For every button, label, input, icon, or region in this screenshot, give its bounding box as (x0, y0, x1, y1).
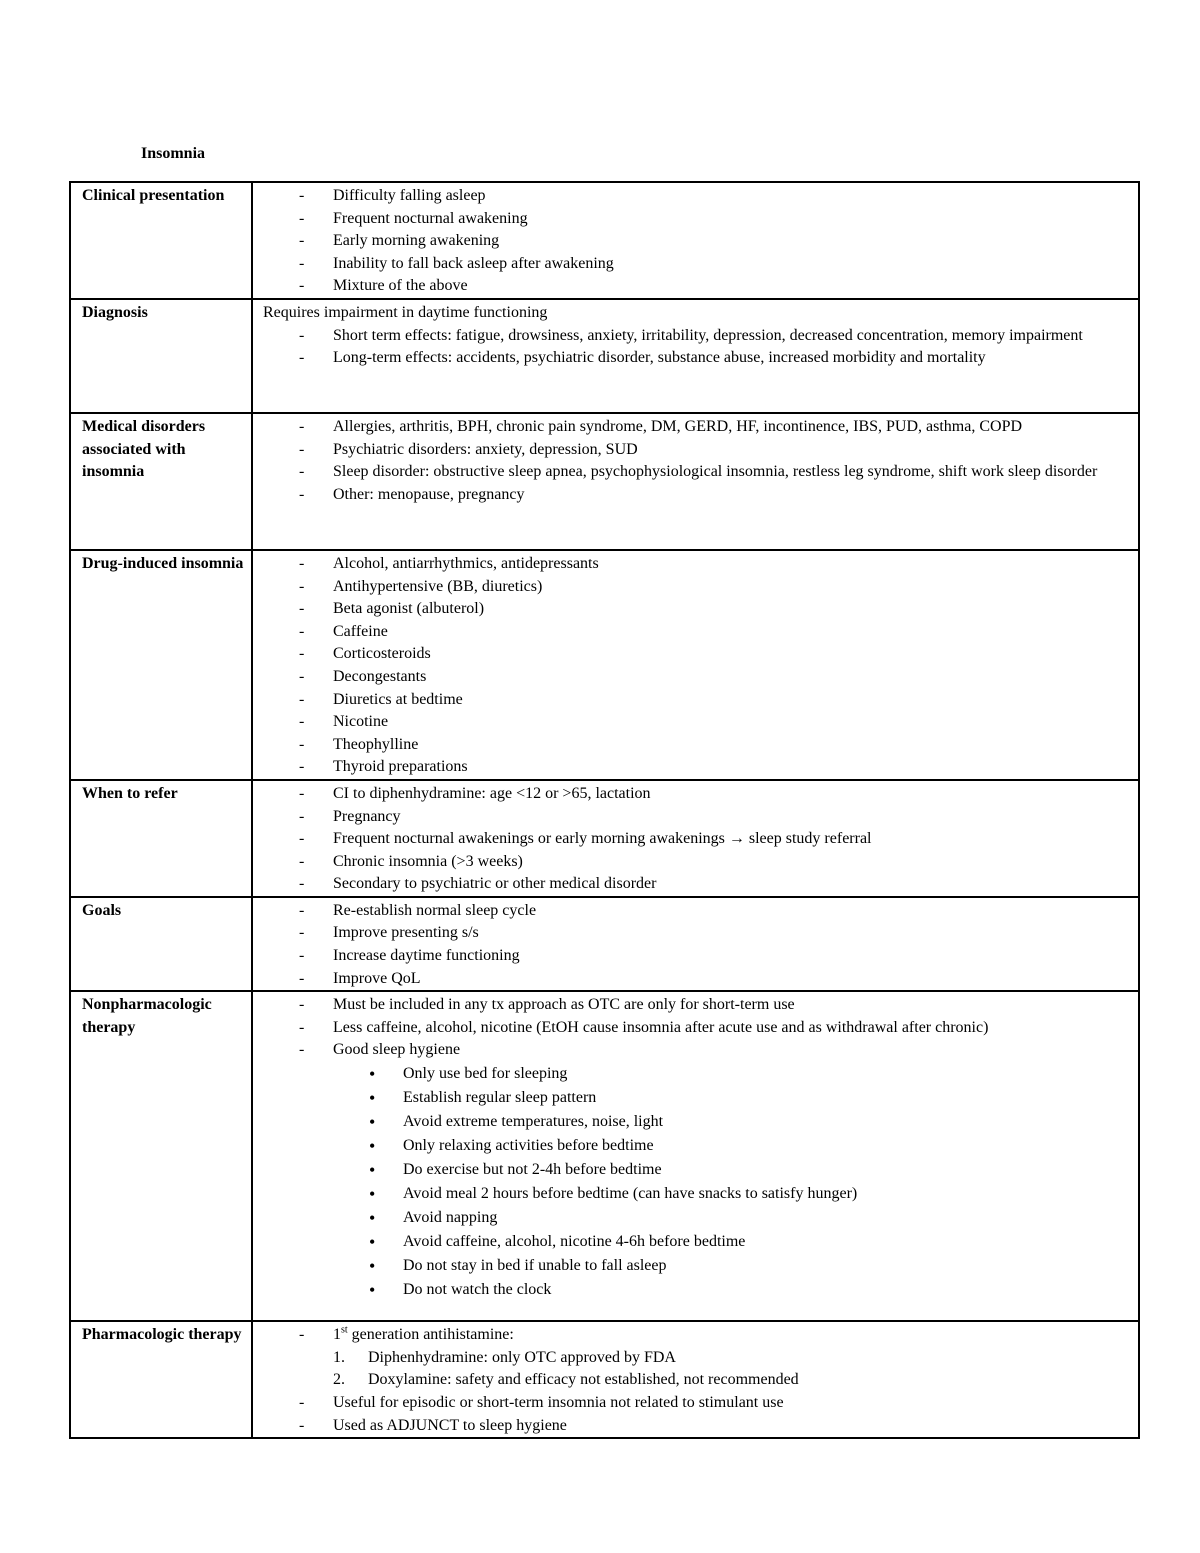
list-item: - Used as ADJUNCT to sleep hygiene (263, 1415, 1130, 1438)
sub-list-item: • Avoid napping (263, 1206, 1130, 1230)
list-item (263, 1324, 1130, 1347)
list-item: - Increase daytime functioning (263, 945, 1130, 968)
list-item: - Thyroid preparations (263, 756, 1130, 779)
list-item: - Nicotine (263, 711, 1130, 734)
list-item: - Allergies, arthritis, BPH, chronic pain syndrome, DM, GERD, HF, incontinence, IBS, PUD, asthma, COPD (263, 416, 1130, 439)
list-item: - Caffeine (263, 621, 1130, 644)
table-row (70, 1321, 1139, 1438)
row-content (252, 1321, 1139, 1438)
list-item: - Sleep disorder: obstructive sleep apnea, psychophysiological insomnia, restless leg syndrome, shift work sleep disorder (263, 461, 1130, 484)
list-item: - Less caffeine, alcohol, nicotine (EtOH cause insomnia after acute use and as withdrawal after chronic) (263, 1017, 1130, 1040)
list-item: - Mixture of the above (263, 275, 1130, 298)
list-item: - Corticosteroids (263, 643, 1130, 666)
row-label: Clinical presentation (70, 182, 252, 299)
list-item: - Early morning awakening (263, 230, 1130, 253)
table-row (70, 897, 1139, 991)
row-content (252, 991, 1139, 1321)
list-item: - Alcohol, antiarrhythmics, antidepressants (263, 553, 1130, 576)
notes-table (69, 181, 1140, 1439)
list-item: - Theophylline (263, 734, 1130, 757)
row-content (252, 780, 1139, 897)
item-number: 1. (333, 1348, 345, 1366)
list-item: - Frequent nocturnal awakenings or early morning awakenings → sleep study referral (263, 828, 1130, 851)
list-item: - Improve presenting s/s (263, 922, 1130, 945)
list-item: - Difficulty falling asleep (263, 185, 1130, 208)
numbered-item (263, 1347, 1130, 1370)
list-item-text: generation antihistamine: (347, 1326, 514, 1344)
table-row (70, 299, 1139, 413)
sub-list-item: • Do not watch the clock (263, 1278, 1130, 1302)
list-item: - Inability to fall back asleep after awakening (263, 253, 1130, 276)
sub-list-item: • Avoid meal 2 hours before bedtime (can have snacks to satisfy hunger) (263, 1182, 1130, 1206)
row-content (252, 550, 1139, 780)
row-label: Diagnosis (70, 299, 252, 413)
list-item: - Long-term effects: accidents, psychiatric disorder, substance abuse, increased morbidity and mortality (263, 347, 1130, 370)
ordinal-suffix: st (341, 1324, 348, 1336)
row-label: Drug-induced insomnia (70, 550, 252, 780)
row-label: Nonpharmacologic therapy (70, 991, 252, 1321)
row-intro: Requires impairment in daytime functioning (263, 303, 548, 321)
table-row (70, 780, 1139, 897)
row-label: Medical disorders associated with insomnia (70, 413, 252, 550)
sub-list-item: • Do not stay in bed if unable to fall asleep (263, 1254, 1130, 1278)
item-text: Doxylamine: safety and efficacy not established, not recommended (368, 1371, 799, 1389)
list-item: - Other: menopause, pregnancy (263, 484, 1130, 507)
list-item: - Antihypertensive (BB, diuretics) (263, 576, 1130, 599)
list-item: - Secondary to psychiatric or other medical disorder (263, 873, 1130, 896)
list-item: - Useful for episodic or short-term insomnia not related to stimulant use (263, 1392, 1130, 1415)
sub-list-item: • Only use bed for sleeping (263, 1062, 1130, 1086)
table-row (70, 182, 1139, 299)
list-item: - Improve QoL (263, 968, 1130, 991)
row-label: Goals (70, 897, 252, 991)
list-item: - Re-establish normal sleep cycle (263, 900, 1130, 923)
ordinal-number: 1 (333, 1326, 341, 1344)
sub-list-item: • Avoid extreme temperatures, noise, light (263, 1110, 1130, 1134)
sub-list-item: • Establish regular sleep pattern (263, 1086, 1130, 1110)
row-content (252, 897, 1139, 991)
table-row (70, 991, 1139, 1321)
row-label: Pharmacologic therapy (70, 1321, 252, 1438)
row-content (252, 182, 1139, 299)
table-row (70, 413, 1139, 550)
list-item: - Pregnancy (263, 806, 1130, 829)
list-item: - Decongestants (263, 666, 1130, 689)
sub-list-item: • Only relaxing activities before bedtime (263, 1134, 1130, 1158)
list-item: - Beta agonist (albuterol) (263, 598, 1130, 621)
numbered-item (263, 1369, 1130, 1392)
item-number: 2. (333, 1371, 345, 1389)
row-content (252, 413, 1139, 550)
table-row (70, 550, 1139, 780)
sub-list-item: • Avoid caffeine, alcohol, nicotine 4-6h before bedtime (263, 1230, 1130, 1254)
list-item: - Frequent nocturnal awakening (263, 208, 1130, 231)
page-title: Insomnia (141, 145, 206, 162)
list-item: - CI to diphenhydramine: age <12 or >65, lactation (263, 783, 1130, 806)
row-label: When to refer (70, 780, 252, 897)
list-item: - Short term effects: fatigue, drowsiness, anxiety, irritability, depression, decreased concentration, memory impairment (263, 325, 1130, 348)
list-item: - Psychiatric disorders: anxiety, depression, SUD (263, 439, 1130, 462)
list-item: - Good sleep hygiene (263, 1039, 1130, 1062)
list-item: - Must be included in any tx approach as OTC are only for short-term use (263, 994, 1130, 1017)
list-item: - Chronic insomnia (>3 weeks) (263, 851, 1130, 874)
sub-list-item: • Do exercise but not 2-4h before bedtime (263, 1158, 1130, 1182)
item-text: Diphenhydramine: only OTC approved by FDA (368, 1348, 676, 1366)
row-content (252, 299, 1139, 413)
list-item: - Diuretics at bedtime (263, 689, 1130, 712)
